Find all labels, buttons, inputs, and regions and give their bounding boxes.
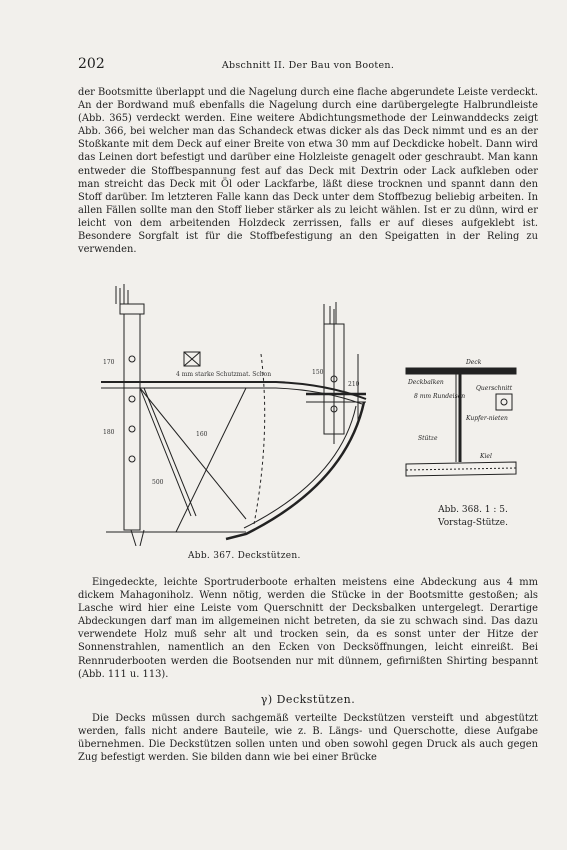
strap-label: 4 mm starke Schutzmat. Schon xyxy=(176,371,272,378)
figure-367-dim-labels xyxy=(103,359,360,486)
dim-label: 150 xyxy=(312,369,324,376)
label-kupfernieten: Kupfer-nieten xyxy=(466,415,508,422)
paragraph-2: Eingedeckte, leichte Sportruderboote erhalten meistens eine Abdeckung aus 4 mm dickem Mahagoniholz. Wenn nötig, werden die Stücke in der Bootsmitte gestoßen; als Lasche wird hier eine Leiste vom Querschnitt der Decksbalken untergelegt. Derartige Abdeckungen darf man im allgemeinen nicht betreten, da sie zu schwach sind. Das dazu verwendete Holz muß sehr alt und trocken sein, da es sonst unter der Hitze der Sonnenstrahlen, namentlich an den Ecken von Decksöffnungen, leicht einreißt. Bei Rennruderbooten werden die Bootsenden nur mit dünnem, gefirnißten Shirting bespannt (Abb. 111 u. 113). xyxy=(78,577,538,680)
paragraph-1: der Bootsmitte überlappt und die Nagelung durch eine flache abgerundete Leiste verdeckt. An der Bordwand muß ebenfalls die Nagelung durch eine darübergelegte Halbrundleiste (Abb. 365) verdeckt werden. Eine weitere Abdichtungsmethode der Leinwanddecks zeigt Abb. 366, bei welcher man das Schandeck etwas dicker als das Deck nimmt und es an der Stoßkante mit dem Deck auf einer Breite von etwa 30 mm auf Deckdicke hobelt. Dann wird das Leinen dort befestigt und darüber eine Holzleiste genagelt oder geschraubt. Man kann entweder die Stoffbespannung fest auf das Deck mit Dextrin oder Lack aufkleben oder man streicht das Deck mit Öl oder Lackfarbe, läßt diese trocknen und spannt dann den Stoff darüber. Im letzteren Falle kann das Deck unter dem Stoffbezug beliebig arbeiten. In allen Fällen sollte man den Stoff lieber stärker als zu leicht wählen. Ist er zu dünn, wird er leicht von dem arbeitenden Holzdeck zerrissen, falls er auf dieses aufgeklebt ist. Besondere Sorgfalt ist für die Stoffbefestigung an den Speigatten in der Reling zu verwenden. xyxy=(78,87,538,256)
figure-368-caption-line1: Abb. 368. 1 : 5. xyxy=(438,505,508,515)
section-title: γ) Deckstützen. xyxy=(260,693,356,706)
label-kiel: Kiel xyxy=(480,453,492,460)
label-querschnitt: Querschnitt xyxy=(476,385,513,392)
figure-367-drawing xyxy=(96,284,426,546)
label-deckbalken: Deckbalken xyxy=(408,379,444,386)
page-header xyxy=(78,56,538,76)
label-rundeisen: 8 mm Rundeisen xyxy=(414,393,466,400)
figure-368-drawing xyxy=(400,352,520,502)
dim-label: 210 xyxy=(348,381,360,388)
label-stuetze: Stütze xyxy=(418,435,438,442)
figure-368-caption-line2: Vorstag-Stütze. xyxy=(438,518,508,528)
paragraph-3: Die Decks müssen durch sachgemäß verteilte Deckstützen versteift und abgestützt werden, falls nicht andere Bauteile, wie z. B. Längs- und Querschotte, diese Aufgabe übernehmen. Die Deckstützen sollen unten und oben sowohl gegen Druck als auch gegen Zug befestigt werden. Sie bilden dann wie bei einer Brücke xyxy=(78,713,538,764)
figure-368-caption xyxy=(428,504,518,530)
page-number: 202 xyxy=(78,56,105,72)
dim-label: 160 xyxy=(196,431,208,438)
figure-367-caption: Abb. 367. Deckstützen. xyxy=(188,551,301,561)
running-head: Abschnitt II. Der Bau von Booten. xyxy=(221,60,395,71)
dim-label: 170 xyxy=(103,359,115,366)
dim-label: 180 xyxy=(103,429,115,436)
label-deck: Deck xyxy=(466,359,482,366)
dim-label: 500 xyxy=(152,479,164,486)
